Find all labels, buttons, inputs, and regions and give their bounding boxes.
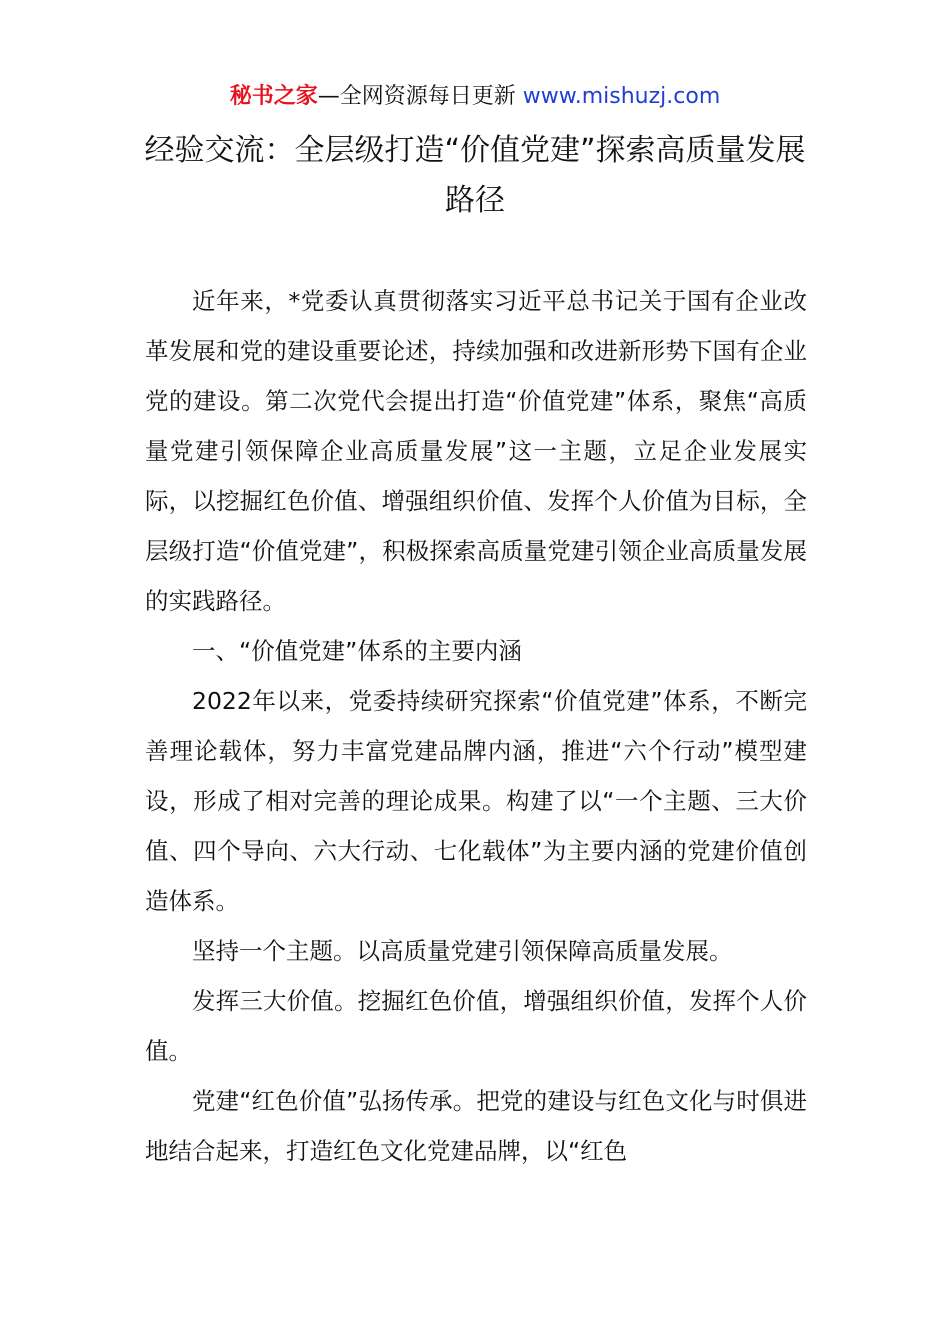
site-url-link[interactable]: www.mishuzj.com: [522, 84, 721, 109]
site-brand: 秘书之家: [229, 84, 318, 109]
site-tagline: —全网资源每日更新: [317, 84, 523, 109]
paragraph-one-theme: 坚持一个主题。以高质量党建引领保障高质量发展。: [192, 937, 733, 965]
section-heading-1: 一、“价值党建”体系的主要内涵: [192, 637, 522, 665]
document-body: [145, 276, 807, 1176]
paragraph-three-values: 发挥三大价值。挖掘红色价值，增强组织价值，发挥个人价值。: [145, 987, 807, 1065]
paragraph-intro: 近年来，*党委认真贯彻落实习近平总书记关于国有企业改革发展和党的建设重要论述，持续加强和改进新形势下国有企业党的建设。第二次党代会提出打造“价值党建”体系，聚焦“高质量党建引领保障企业高质量发展”这一主题，立足企业发展实际，以挖掘红色价值、增强组织价值、发挥个人价值为目标，全层级打造“价值党建”，积极探索高质量党建引领企业高质量发展的实践路径。: [145, 287, 807, 615]
paragraph-red-value: 党建“红色价值”弘扬传承。把党的建设与红色文化与时俱进地结合起来，打造红色文化党建品牌，以“红色: [145, 1087, 807, 1165]
site-header: [0, 80, 950, 114]
document-title: 经验交流：全层级打造“价值党建”探索高质量发展路径: [144, 133, 806, 218]
paragraph-system-overview: 2022年以来，党委持续研究探索“价值党建”体系，不断完善理论载体，努力丰富党建品牌内涵，推进“六个行动”模型建设，形成了相对完善的理论成果。构建了以“一个主题、三大价值、四个导向、六大行动、七化载体”为主要内涵的党建价值创造体系。: [145, 687, 807, 915]
